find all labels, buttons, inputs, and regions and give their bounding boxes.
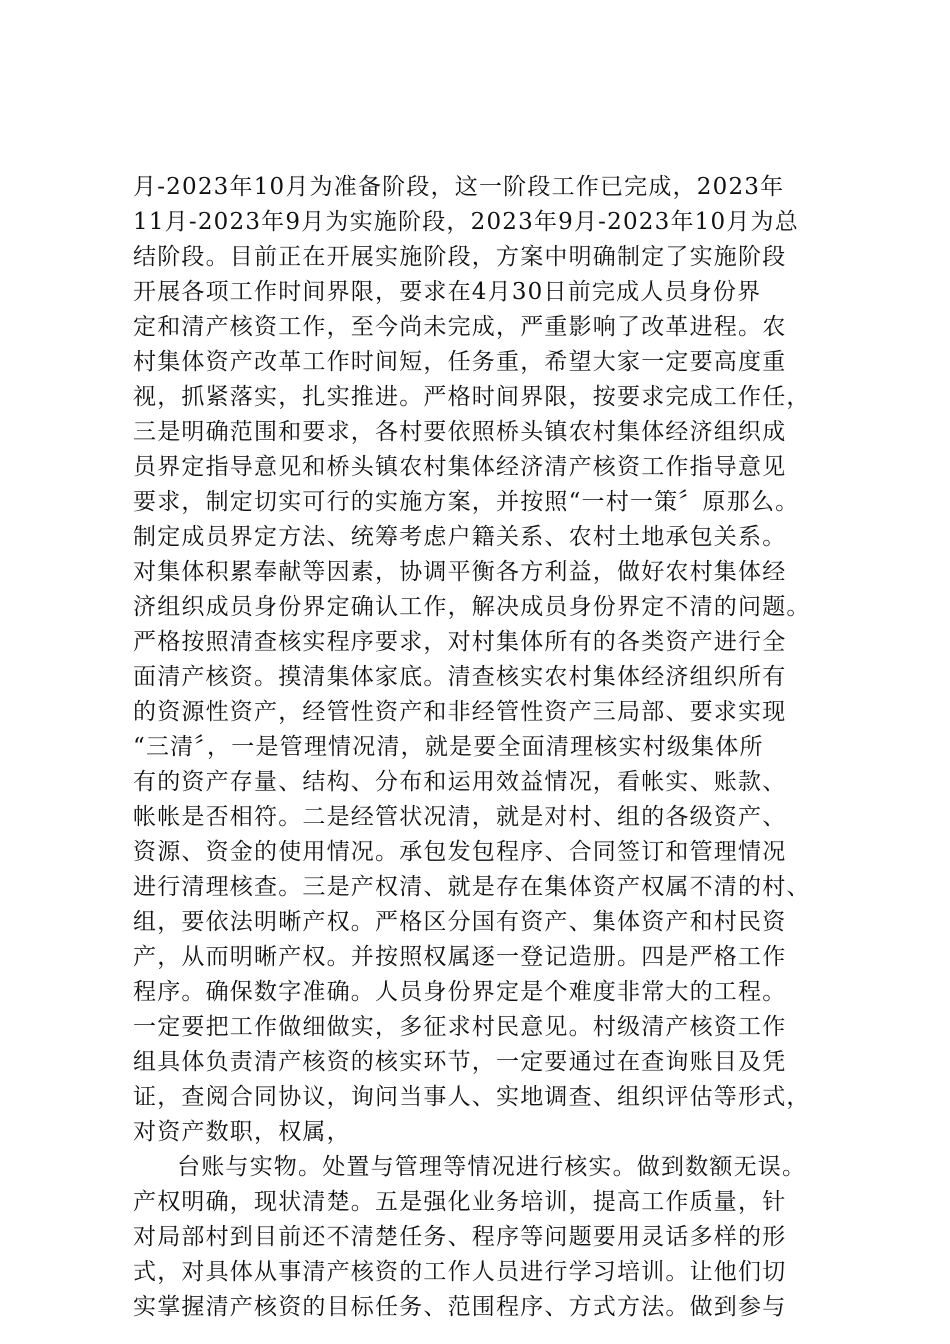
text-line: 视，抓紧落实，扎实推进。严格时间界限，按要求完成工作任， xyxy=(133,384,811,410)
text-line: 资源、资金的使用情况。承包发包程序、合同签订和管理情况 xyxy=(133,839,787,865)
text-line: 面清产核资。摸清集体家底。清查核实农村集体经济组织所有 xyxy=(133,664,787,690)
text-line: 组具体负责清产核资的核实环节，一定要通过在查询账目及凭 xyxy=(133,1049,787,1075)
body-text xyxy=(133,170,853,1325)
text-line-indented: 台账与实物。处置与管理等情况进行核实。做到数额无误。 xyxy=(177,1154,807,1180)
text-line: 实掌握清产核资的目标任务、范围程序、方式方法。做到参与 xyxy=(133,1294,787,1320)
text-line: “三清〞，一是管理情况清，就是要全面清理核实村级集体所 xyxy=(133,734,764,760)
text-line: 要求，制定切实可行的实施方案，并按照“一村一策〞原那么。 xyxy=(133,489,800,515)
text-line: 有的资产存量、结构、分布和运用效益情况，看帐实、账款、 xyxy=(133,769,787,795)
text-line: 式，对具体从事清产核资的工作人员进行学习培训。让他们切 xyxy=(133,1259,787,1285)
text-line: 一定要把工作做细做实，多征求村民意见。村级清产核资工作 xyxy=(133,1014,787,1040)
text-line: 村集体资产改革工作时间短，任务重，希望大家一定要高度重 xyxy=(133,349,787,375)
text-line: 的资源性资产，经管性资产和非经管性资产三局部、要求实现 xyxy=(133,699,787,725)
text-line: 进行清理核查。三是产权清、就是存在集体资产权属不清的村、 xyxy=(133,874,811,900)
text-line: 程序。确保数字准确。人员身份界定是个难度非常大的工程。 xyxy=(133,979,787,1005)
text-line: 月-2023年10月为准备阶段，这一阶段工作已完成，2023年 xyxy=(133,174,785,200)
text-line: 严格按照清查核实程序要求，对村集体所有的各类资产进行全 xyxy=(133,629,787,655)
text-line: 组，要依法明晰产权。严格区分国有资产、集体资产和村民资 xyxy=(133,909,787,935)
text-line: 对集体积累奉献等因素，协调平衡各方利益，做好农村集体经 xyxy=(133,559,787,585)
text-line: 对资产数职，权属， xyxy=(133,1119,351,1145)
text-line: 员界定指导意见和桥头镇农村集体经济清产核资工作指导意见 xyxy=(133,454,787,480)
text-line: 济组织成员身份界定确认工作，解决成员身份界定不清的问题。 xyxy=(133,594,811,620)
text-line: 对局部村到目前还不清楚任务、程序等问题要用灵话多样的形 xyxy=(133,1224,787,1250)
text-line: 产，从而明晰产权。并按照权属逐一登记造册。四是严格工作 xyxy=(133,944,787,970)
text-line: 三是明确范围和要求，各村要依照桥头镇农村集体经济组织成 xyxy=(133,419,787,445)
text-line: 证，查阅合同协议，询问当事人、实地调查、组织评估等形式， xyxy=(133,1084,811,1110)
text-line: 制定成员界定方法、统筹考虑户籍关系、农村土地承包关系。 xyxy=(133,524,787,550)
text-line: 产权明确，现状清楚。五是强化业务培训，提高工作质量，针 xyxy=(133,1189,787,1215)
text-line: 11月-2023年9月为实施阶段，2023年9月-2023年10月为总 xyxy=(133,209,799,235)
text-line: 开展各项工作时间界限，要求在4月30日前完成人员身份界 xyxy=(133,279,762,305)
text-line: 结阶段。目前正在开展实施阶段，方案中明确制定了实施阶段 xyxy=(133,244,787,270)
text-line: 定和清产核资工作，至今尚未完成，严重影响了改革进程。农 xyxy=(133,314,787,340)
text-line: 帐帐是否相符。二是经管状况清，就是对村、组的各级资产、 xyxy=(133,804,787,830)
